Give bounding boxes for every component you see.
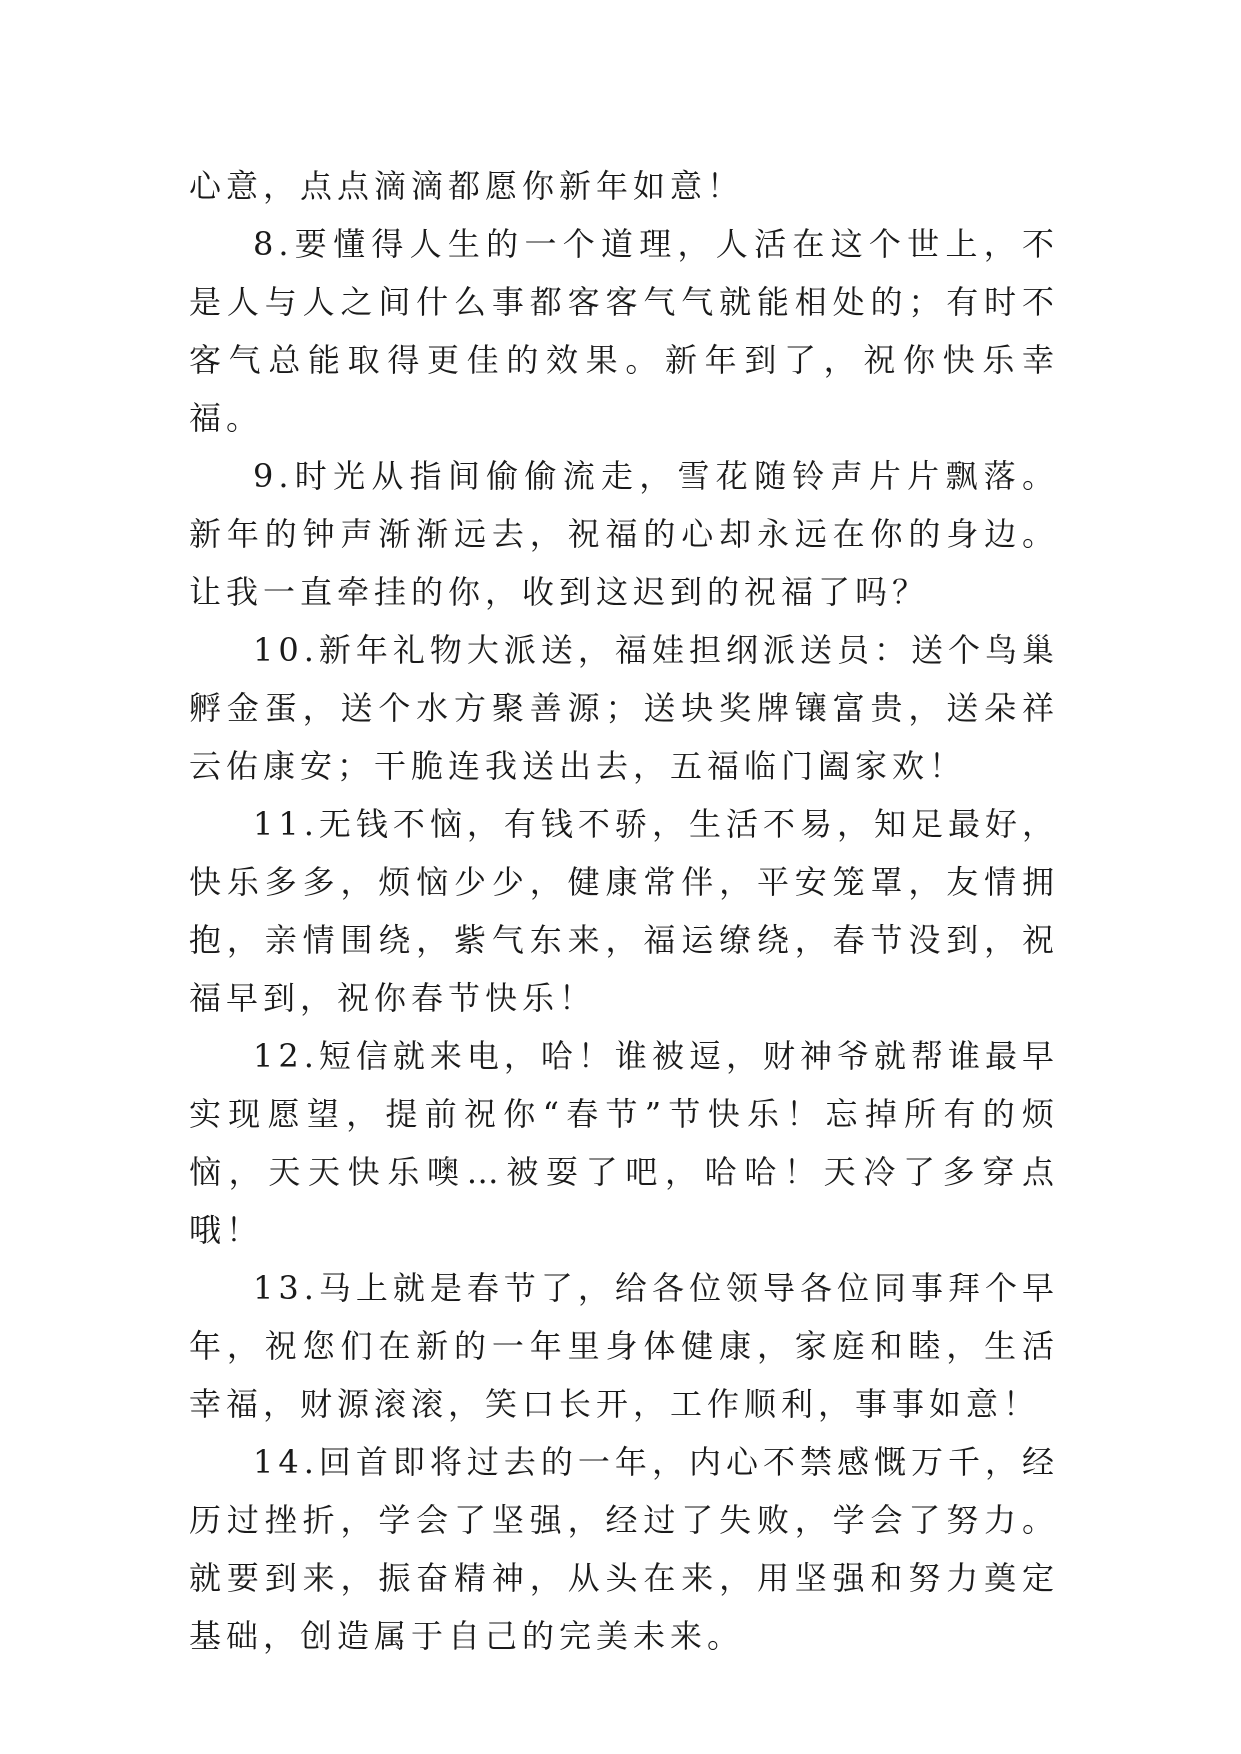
paragraph-item-13: 13.马上就是春节了，给各位领导各位同事拜个早年，祝您们在新的一年里身体健康，家庭和睦，生活幸福，财源滚滚，笑口长开，工作顺利，事事如意！ [189, 1269, 1059, 1423]
paragraph-item-10: 10.新年礼物大派送，福娃担纲派送员：送个鸟巢孵金蛋，送个水方聚善源；送块奖牌镶富贵，送朵祥云佑康安；干脆连我送出去，五福临门阖家欢！ [189, 631, 1059, 785]
paragraph-item-12: 12.短信就来电，哈！谁被逗，财神爷就帮谁最早实现愿望，提前祝你“春节”节快乐！忘掉所有的烦恼，天天快乐噢…被耍了吧，哈哈！天冷了多穿点哦！ [189, 1037, 1059, 1249]
document-body [189, 157, 1059, 1665]
paragraph-item-9: 9.时光从指间偷偷流走，雪花随铃声片片飘落。新年的钟声渐渐远去，祝福的心却永远在你的身边。让我一直牵挂的你，收到这迟到的祝福了吗？ [189, 457, 1059, 611]
paragraph-item-8: 8.要懂得人生的一个道理，人活在这个世上，不是人与人之间什么事都客客气气就能相处的；有时不客气总能取得更佳的效果。新年到了，祝你快乐幸福。 [189, 225, 1059, 437]
paragraph-item-14: 14.回首即将过去的一年，内心不禁感慨万千，经历过挫折，学会了坚强，经过了失败，学会了努力。就要到来，振奋精神，从头在来，用坚强和努力奠定基础，创造属于自己的完美未来。 [189, 1443, 1059, 1655]
paragraph-continued: 心意，点点滴滴都愿你新年如意！ [189, 167, 745, 205]
paragraph-item-11: 11.无钱不恼，有钱不骄，生活不易，知足最好，快乐多多，烦恼少少，健康常伴，平安笼罩，友情拥抱，亲情围绕，紫气东来，福运缭绕，春节没到，祝福早到，祝你春节快乐！ [189, 805, 1059, 1017]
